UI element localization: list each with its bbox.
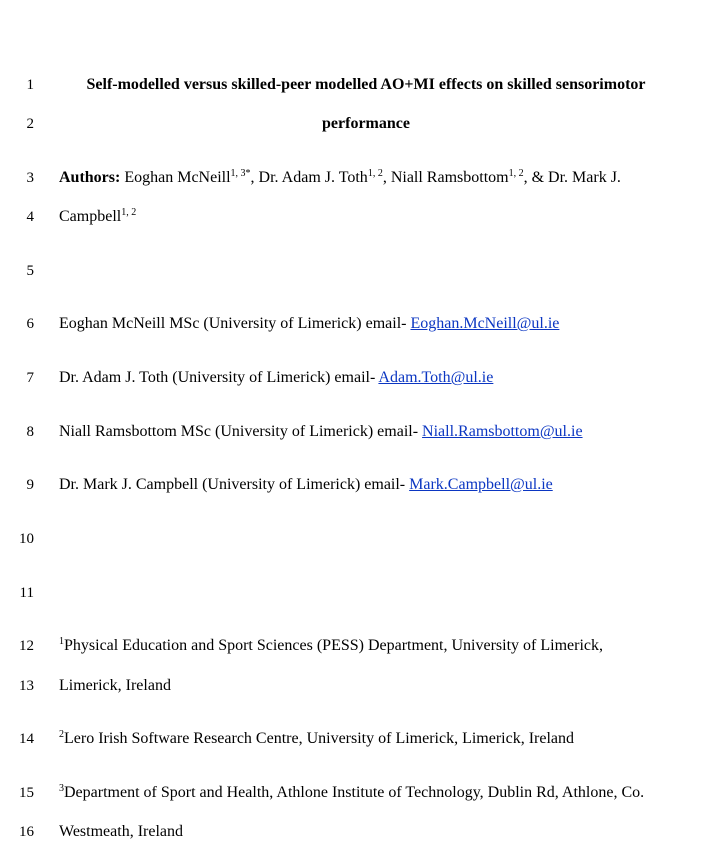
manuscript-line <box>0 313 713 335</box>
affiliation-line <box>59 782 644 806</box>
manuscript-line <box>0 528 713 550</box>
manuscript-line <box>0 675 713 697</box>
author-affiliation-sup: 1, 2 <box>367 168 383 179</box>
line-number: 15 <box>19 785 34 801</box>
affiliation-text: Westmeath, Ireland <box>59 823 183 840</box>
line-number: 12 <box>19 638 34 654</box>
author-affiliation-sup: 1, 2 <box>508 168 524 179</box>
author-name: , & Dr. Mark J. <box>523 169 621 186</box>
contact-text: Niall Ramsbottom MSc (University of Limerick) email- <box>59 423 423 440</box>
manuscript-line <box>0 421 713 443</box>
contact-text: Eoghan McNeill MSc (University of Limerick) email- <box>59 315 411 332</box>
affiliation-text: Lero Irish Software Research Centre, University of Limerick, Limerick, Ireland <box>64 730 575 747</box>
manuscript-line <box>0 728 713 750</box>
line-number: 1 <box>26 77 34 93</box>
line-number: 3 <box>26 170 34 186</box>
authors-label: Authors: <box>59 169 121 186</box>
affiliation-sup: 2 <box>59 729 64 740</box>
manuscript-line <box>0 74 713 96</box>
manuscript-line <box>0 821 713 843</box>
author-name: Campbell <box>59 208 122 225</box>
manuscript-line <box>0 782 713 804</box>
title-line-2: performance <box>322 115 410 132</box>
manuscript-line <box>0 474 713 496</box>
line-number: 9 <box>26 477 34 493</box>
line-number: 13 <box>19 678 34 694</box>
line-number: 4 <box>26 209 34 225</box>
email-link[interactable]: Niall.Ramsbottom@ul.ie <box>422 423 583 440</box>
affiliation-text: Limerick, Ireland <box>59 677 171 694</box>
affiliation-sup: 1 <box>59 636 64 647</box>
affiliation-text: Physical Education and Sport Sciences (PESS) Department, University of Limerick, <box>64 637 603 654</box>
email-link[interactable]: Mark.Campbell@ul.ie <box>409 476 553 493</box>
author-name: , Niall Ramsbottom <box>382 169 509 186</box>
line-number: 8 <box>26 424 34 440</box>
line-number: 2 <box>26 116 34 132</box>
author-affiliation-sup: 1, 2 <box>121 207 137 218</box>
line-number: 7 <box>26 370 34 386</box>
line-number: 11 <box>19 585 34 601</box>
manuscript-line <box>0 635 713 657</box>
manuscript-line <box>0 582 713 604</box>
email-link[interactable]: Eoghan.McNeill@ul.ie <box>410 315 560 332</box>
line-number: 16 <box>19 824 34 840</box>
affiliation-line <box>59 635 603 659</box>
contact-line <box>59 474 553 496</box>
authors-line-cont <box>59 206 136 230</box>
line-number: 10 <box>19 531 34 547</box>
author-name: , Dr. Adam J. Toth <box>250 169 368 186</box>
author-affiliation-sup: 1, 3* <box>230 168 251 179</box>
authors-line <box>59 167 621 191</box>
contact-text: Dr. Adam J. Toth (University of Limerick) email- <box>59 369 379 386</box>
contact-line <box>59 313 559 335</box>
affiliation-line <box>59 728 574 752</box>
contact-line <box>59 367 493 389</box>
contact-text: Dr. Mark J. Campbell (University of Limerick) email- <box>59 476 410 493</box>
affiliation-text: Department of Sport and Health, Athlone Institute of Technology, Dublin Rd, Athlone, Co. <box>64 784 645 801</box>
author-name: Eoghan McNeill <box>120 169 231 186</box>
contact-line <box>59 421 583 443</box>
manuscript-line <box>0 367 713 389</box>
manuscript-line <box>0 167 713 189</box>
manuscript-line <box>0 113 713 135</box>
line-number: 5 <box>26 263 34 279</box>
title-line-1: Self-modelled versus skilled-peer modelled AO+MI effects on skilled sensorimotor <box>86 76 646 93</box>
affiliation-sup: 3 <box>59 783 64 794</box>
manuscript-line <box>0 206 713 228</box>
manuscript-line <box>0 260 713 282</box>
line-number: 14 <box>19 731 34 747</box>
email-link[interactable]: Adam.Toth@ul.ie <box>378 369 494 386</box>
line-number: 6 <box>26 316 34 332</box>
